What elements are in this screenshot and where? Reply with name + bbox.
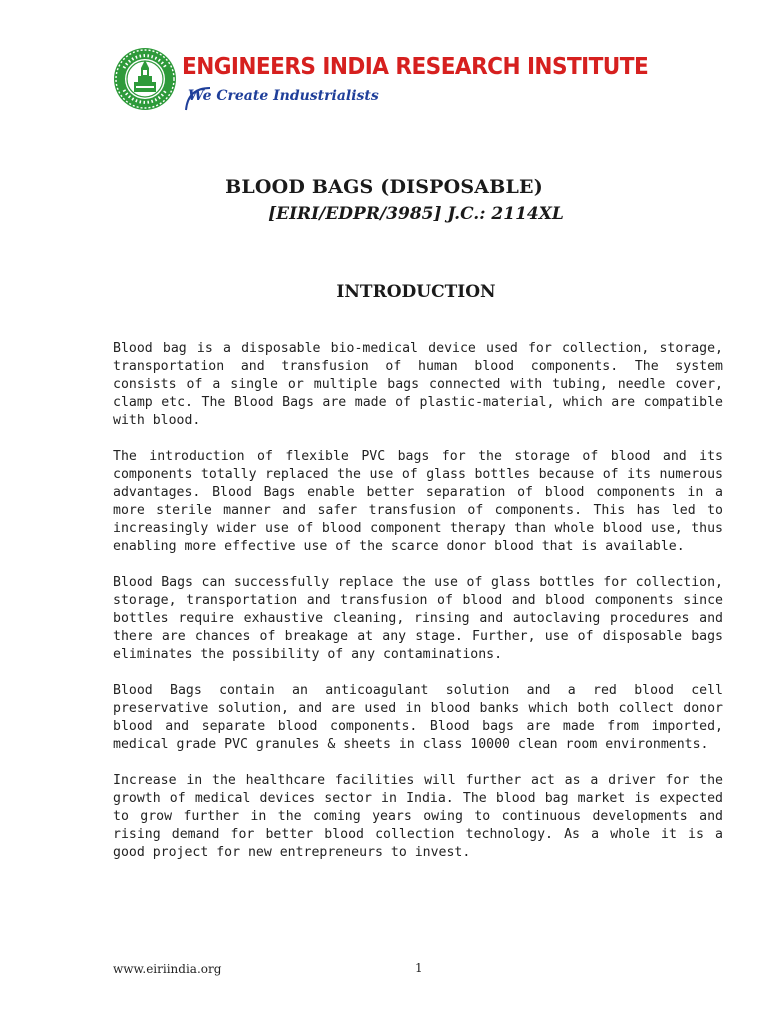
paragraph: Blood Bags can successfully replace the use of glass bottles for collection, storage, transportation and transfusion of blood and blood components since bottles require exhaustive cleaning, rinsing and autoclaving procedures and there are chances of breakage at any stage. Further, use of disposable bags eliminates the possibility of any contaminations. bbox=[113, 575, 723, 662]
organization-name: ENGINEERS INDIA RESEARCH INSTITUTE bbox=[182, 54, 649, 80]
page-number: 1 bbox=[415, 961, 423, 975]
section-heading: INTRODUCTION bbox=[336, 282, 496, 302]
footer-website-link[interactable]: www.eiriindia.org bbox=[113, 962, 222, 976]
paragraph: Blood Bags contain an anticoagulant solution and a red blood cell preservative solution, and are used in blood banks which both collect donor blood and separate blood components. Blood bags are made from imported, medical grade PVC granules & sheets in class 10000 clean room environments. bbox=[113, 683, 723, 752]
page-header bbox=[112, 42, 649, 122]
paragraph: Blood bag is a disposable bio-medical device used for collection, storage, transportation and transfusion of human blood components. The system consists of a single or multiple bags connected with tubing, needle cover, clamp etc. The Blood Bags are made of plastic-material, which are compatible with blood. bbox=[113, 341, 723, 428]
paragraph: The introduction of flexible PVC bags for the storage of blood and its components totally replaced the use of glass bottles because of its numerous advantages. Blood Bags enable better separation of blood components in a more sterile manner and safer transfusion of components. This has led to increasingly wider use of blood component therapy than whole blood use, thus enabling more effective use of the scarce donor blood that is available. bbox=[113, 449, 723, 554]
document-reference-code: [EIRI/EDPR/3985] J.C.: 2114XL bbox=[268, 204, 564, 224]
document-title: BLOOD BAGS (DISPOSABLE) bbox=[225, 176, 543, 198]
body-text bbox=[113, 340, 723, 880]
organization-tagline: We Create Industrialists bbox=[188, 88, 379, 104]
paragraph: Increase in the healthcare facilities will further act as a driver for the growth of medical devices sector in India. The blood bag market is expected to grow further in the coming years owing to continuous developments and rising demand for better blood collection technology. As a whole it is a good project for new entrepreneurs to invest. bbox=[113, 773, 723, 860]
eiri-logo-icon bbox=[112, 46, 178, 112]
